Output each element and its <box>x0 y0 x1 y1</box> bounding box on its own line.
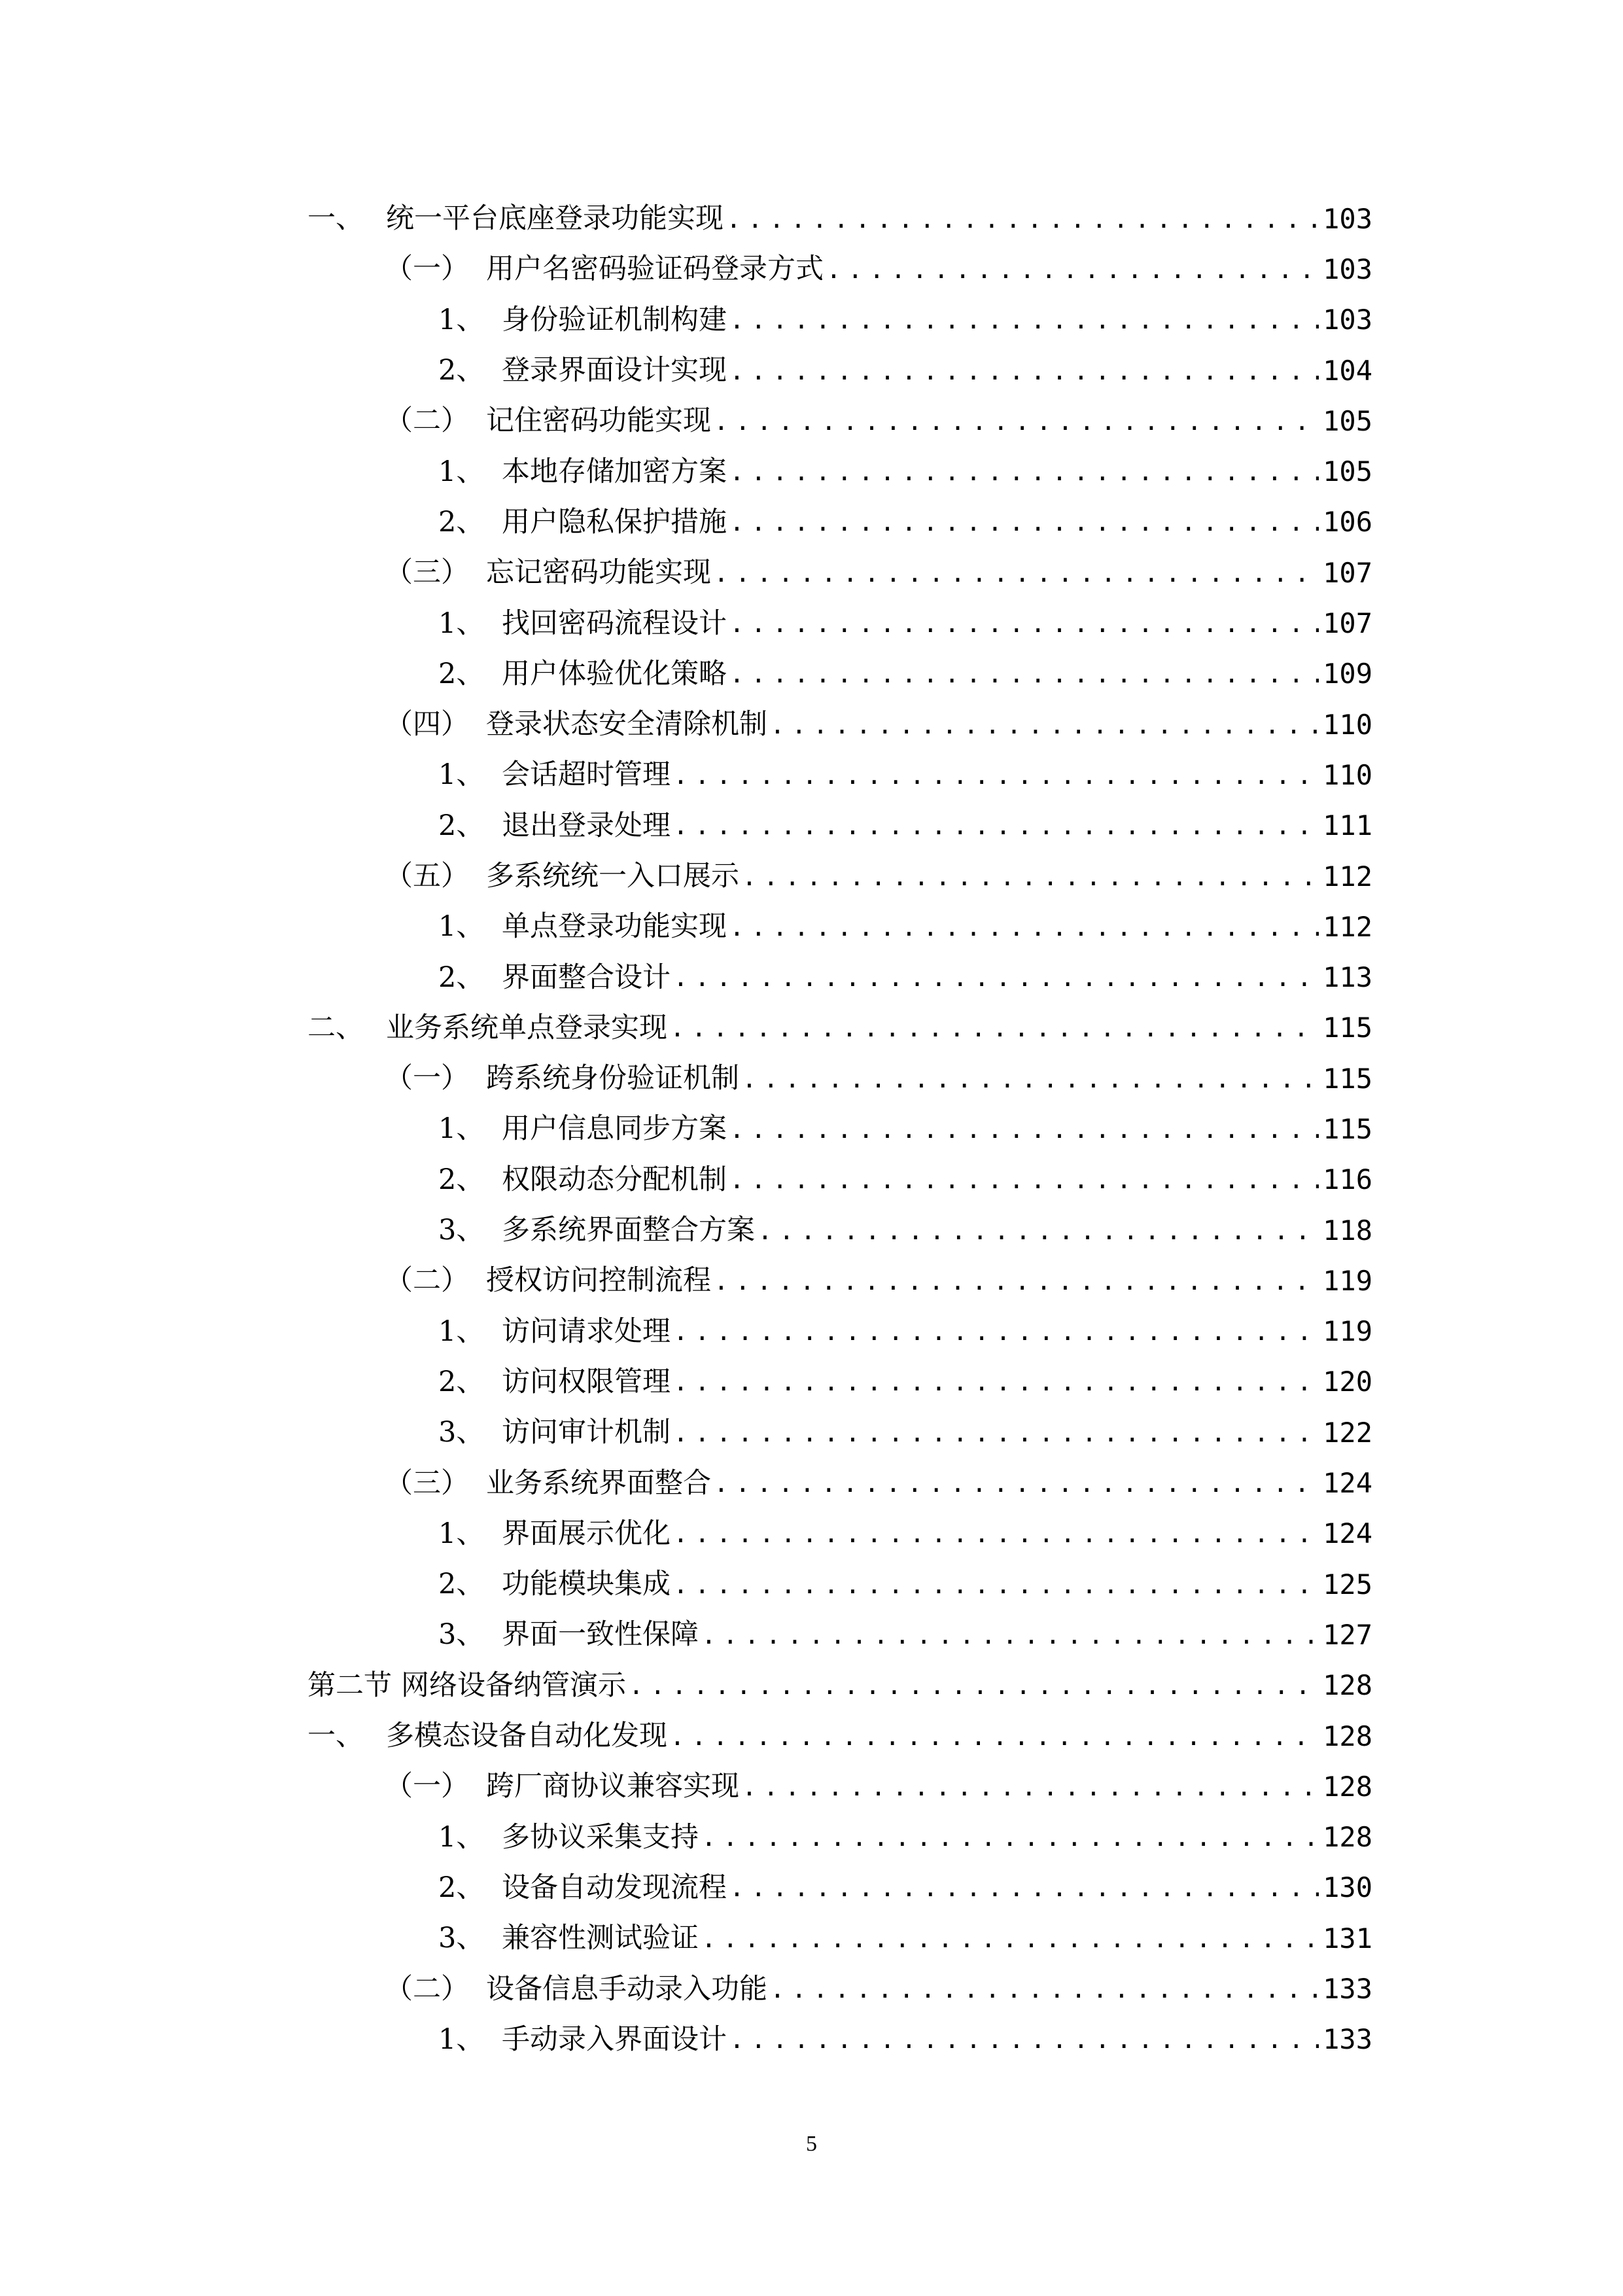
toc-dot-leader <box>673 1319 1319 1344</box>
toc-entry-title: 统一平台底座登录功能实现 <box>386 202 724 236</box>
toc-entry-number: 1、 <box>438 758 485 792</box>
toc-entry-page: 119 <box>1323 1264 1372 1297</box>
toc-entry-number: （一） <box>385 1062 469 1095</box>
toc-dot-leader <box>758 1218 1319 1243</box>
toc-entry-number: 2、 <box>438 1365 485 1398</box>
toc-entry-title: 登录状态安全清除机制 <box>486 708 767 741</box>
toc-entry-title: 找回密码流程设计 <box>502 607 727 640</box>
toc-entry-page: 116 <box>1323 1163 1372 1196</box>
toc-entry-number: 2、 <box>438 961 485 994</box>
toc-entry[interactable] <box>307 1863 1372 1913</box>
toc-entry[interactable] <box>307 699 1372 750</box>
toc-entry-number: （二） <box>385 1264 469 1298</box>
toc-entry[interactable] <box>307 1761 1372 1812</box>
toc-entry-number: 1、 <box>438 1112 485 1146</box>
toc-entry-page: 115 <box>1323 1062 1372 1095</box>
toc-entry[interactable] <box>307 244 1372 294</box>
toc-entry-number: 2、 <box>438 809 485 842</box>
toc-entry-page: 104 <box>1323 354 1372 387</box>
toc-dot-leader <box>673 1421 1319 1445</box>
toc-entry[interactable] <box>307 1559 1372 1610</box>
toc-entry-page: 131 <box>1323 1922 1372 1954</box>
toc-entry-page: 113 <box>1323 961 1372 994</box>
page-number-footer: 5 <box>806 2132 817 2156</box>
toc-entry-page: 110 <box>1323 758 1372 791</box>
toc-dot-leader <box>673 1369 1319 1394</box>
toc-entry-title: 访问权限管理 <box>502 1365 671 1398</box>
toc-entry-title: 业务系统单点登录实现 <box>386 1011 667 1044</box>
toc-entry[interactable] <box>307 194 1372 244</box>
toc-entry-number: 2、 <box>438 657 485 690</box>
toc-entry[interactable] <box>307 1661 1372 1711</box>
toc-entry[interactable] <box>307 446 1372 497</box>
toc-entry-title: 用户信息同步方案 <box>502 1112 727 1146</box>
toc-entry[interactable] <box>307 1964 1372 2014</box>
toc-dot-leader <box>726 207 1319 232</box>
toc-entry[interactable] <box>307 1003 1372 1053</box>
toc-entry-page: 133 <box>1323 1973 1372 2005</box>
toc-entry-title: 业务系统界面整合 <box>486 1466 711 1500</box>
toc-dot-leader <box>629 1673 1319 1698</box>
toc-entry-number: 一、 <box>307 1720 364 1753</box>
toc-entry-title: 会话超时管理 <box>502 758 671 792</box>
toc-dot-leader <box>673 1521 1319 1546</box>
toc-entry-title: 访问审计机制 <box>502 1416 671 1449</box>
toc-entry-page: 124 <box>1323 1467 1372 1500</box>
toc-entry[interactable] <box>307 1307 1372 1357</box>
toc-entry-number: 2、 <box>438 1163 485 1196</box>
toc-entry[interactable] <box>307 1104 1372 1154</box>
toc-entry-number: 1、 <box>438 1315 485 1348</box>
toc-entry[interactable] <box>307 851 1372 902</box>
toc-dot-leader <box>714 1471 1319 1496</box>
toc-entry-page: 109 <box>1323 658 1372 690</box>
toc-entry-title: 身份验证机制构建 <box>502 303 727 336</box>
toc-dot-leader <box>701 1926 1319 1951</box>
toc-entry-title: 跨系统身份验证机制 <box>486 1062 739 1095</box>
toc-entry[interactable] <box>307 345 1372 396</box>
toc-entry-title: 用户隐私保护措施 <box>502 505 727 539</box>
toc-entry-title: 本地存储加密方案 <box>502 455 727 488</box>
toc-dot-leader <box>673 763 1319 788</box>
toc-entry-number: （四） <box>385 708 469 741</box>
toc-entry-title: 界面展示优化 <box>502 1517 671 1550</box>
toc-entry-page: 124 <box>1323 1517 1372 1550</box>
toc-entry[interactable] <box>307 1458 1372 1508</box>
toc-entry-number: 1、 <box>438 1820 485 1854</box>
toc-entry[interactable] <box>307 598 1372 648</box>
toc-dot-leader <box>673 965 1319 990</box>
toc-dot-leader <box>729 915 1319 940</box>
toc-entry-title: 设备自动发现流程 <box>502 1871 727 1904</box>
toc-entry-page: 125 <box>1323 1568 1372 1600</box>
toc-entry-page: 128 <box>1323 1669 1372 1702</box>
toc-entry[interactable] <box>307 1509 1372 1559</box>
toc-dot-leader <box>729 359 1319 383</box>
toc-entry-number: （一） <box>385 1770 469 1803</box>
toc-dot-leader <box>729 2027 1319 2052</box>
toc-dot-leader <box>714 409 1319 434</box>
toc-entry-page: 119 <box>1323 1315 1372 1348</box>
toc-dot-leader <box>742 1067 1319 1091</box>
toc-entry-number: 1、 <box>438 607 485 640</box>
toc-dot-leader <box>742 864 1319 889</box>
toc-entry-page: 103 <box>1323 253 1372 285</box>
toc-dot-leader <box>729 308 1319 332</box>
toc-entry-page: 112 <box>1323 860 1372 892</box>
toc-dot-leader <box>770 1977 1319 2002</box>
toc-entry-title: 退出登录处理 <box>502 809 671 842</box>
toc-entry-title: 多系统界面整合方案 <box>502 1214 755 1247</box>
toc-entry-number: 2、 <box>438 1871 485 1904</box>
toc-dot-leader <box>729 459 1319 484</box>
toc-entry-page: 105 <box>1323 404 1372 437</box>
toc-entry[interactable] <box>307 1812 1372 1863</box>
toc-dot-leader <box>742 1775 1319 1799</box>
toc-entry-page: 103 <box>1323 304 1372 336</box>
toc-entry-number: （五） <box>385 860 469 892</box>
toc-dot-leader <box>670 1016 1319 1040</box>
toc-entry-title: 多协议采集支持 <box>502 1820 699 1854</box>
toc-entry-title: 用户名密码验证码登录方式 <box>486 253 824 286</box>
toc-entry[interactable] <box>307 1205 1372 1256</box>
toc-entry-page: 107 <box>1323 556 1372 589</box>
toc-entry-number: 3、 <box>438 1922 485 1955</box>
toc-entry-number: （三） <box>385 556 469 590</box>
toc-entry-page: 115 <box>1323 1112 1372 1145</box>
toc-entry-page: 133 <box>1323 2023 1372 2056</box>
toc-entry-number: 2、 <box>438 1568 485 1601</box>
toc-entry-number: 3、 <box>438 1618 485 1651</box>
toc-entry-page: 103 <box>1323 202 1372 235</box>
toc-entry[interactable] <box>307 1053 1372 1104</box>
toc-entry-title: 功能模块集成 <box>502 1568 671 1601</box>
toc-entry[interactable] <box>307 1610 1372 1660</box>
toc-entry-number: 二、 <box>307 1011 364 1044</box>
toc-entry-number: （一） <box>385 253 469 286</box>
toc-entry-number: （二） <box>385 1972 469 2005</box>
toc-entry-page: 128 <box>1323 1720 1372 1752</box>
toc-entry[interactable] <box>307 548 1372 598</box>
toc-entry[interactable] <box>307 1913 1372 1964</box>
toc-dot-leader <box>729 1875 1319 1900</box>
toc-entry-title: 权限动态分配机制 <box>502 1163 727 1196</box>
toc-entry-title: 记住密码功能实现 <box>486 404 711 438</box>
toc-dot-leader <box>673 813 1319 838</box>
toc-dot-leader <box>729 662 1319 686</box>
toc-entry-page: 115 <box>1323 1012 1372 1044</box>
toc-entry-page: 130 <box>1323 1871 1372 1904</box>
toc-dot-leader <box>714 561 1319 586</box>
toc-entry-page: 112 <box>1323 910 1372 943</box>
toc-entry-page: 105 <box>1323 455 1372 488</box>
toc-entry-number: 3、 <box>438 1214 485 1247</box>
toc-entry-number: 一、 <box>307 202 364 236</box>
toc-entry-title: 界面一致性保障 <box>502 1618 699 1651</box>
toc-entry-title: 兼容性测试验证 <box>502 1922 699 1955</box>
toc-entry-number: 1、 <box>438 910 485 944</box>
toc-entry-number: 1、 <box>438 455 485 488</box>
toc-entry-number: 1、 <box>438 303 485 336</box>
toc-entry-number: 1、 <box>438 1517 485 1550</box>
toc-dot-leader <box>729 1117 1319 1142</box>
toc-entry-title: 忘记密码功能实现 <box>486 556 711 590</box>
toc-entry-title: 访问请求处理 <box>502 1315 671 1348</box>
toc-entry[interactable] <box>307 295 1372 345</box>
toc-entry-page: 110 <box>1323 708 1372 741</box>
toc-entry-title: 单点登录功能实现 <box>502 910 727 944</box>
toc-entry-title: 多系统统一入口展示 <box>486 860 739 892</box>
toc-entry-page: 107 <box>1323 607 1372 640</box>
toc-entry-title: 用户体验优化策略 <box>502 657 727 690</box>
toc-dot-leader <box>701 1623 1319 1648</box>
toc-entry-title: 设备信息手动录入功能 <box>486 1972 767 2005</box>
toc-entry-title: 多模态设备自动化发现 <box>386 1720 667 1753</box>
toc-entry-page: 118 <box>1323 1214 1372 1246</box>
toc-dot-leader <box>826 257 1319 282</box>
toc-entry[interactable] <box>307 649 1372 699</box>
toc-entry[interactable] <box>307 801 1372 851</box>
toc-entry[interactable] <box>307 2015 1372 2065</box>
toc-entry[interactable] <box>307 1256 1372 1306</box>
toc-entry-title: 授权访问控制流程 <box>486 1264 711 1298</box>
toc-entry[interactable] <box>307 1711 1372 1761</box>
toc-entry-number: （二） <box>385 404 469 438</box>
toc-entry-title: 登录界面设计实现 <box>502 354 727 387</box>
table-of-contents <box>307 194 1372 2065</box>
toc-entry-title: 网络设备纳管演示 <box>401 1669 626 1702</box>
toc-dot-leader <box>670 1724 1319 1749</box>
toc-entry-title: 手动录入界面设计 <box>502 2022 727 2056</box>
toc-entry-number: 2、 <box>438 354 485 387</box>
toc-entry-number: 3、 <box>438 1416 485 1449</box>
toc-entry-page: 128 <box>1323 1770 1372 1803</box>
toc-entry-page: 128 <box>1323 1821 1372 1854</box>
toc-entry[interactable] <box>307 1155 1372 1205</box>
toc-entry[interactable] <box>307 902 1372 952</box>
toc-entry-title: 界面整合设计 <box>502 961 671 994</box>
toc-dot-leader <box>714 1269 1319 1294</box>
toc-entry-number: 2、 <box>438 505 485 539</box>
toc-entry[interactable] <box>307 1357 1372 1407</box>
toc-dot-leader <box>701 1825 1319 1850</box>
toc-dot-leader <box>729 611 1319 636</box>
toc-dot-leader <box>673 1572 1319 1597</box>
toc-entry-page: 111 <box>1323 809 1372 842</box>
toc-entry-number: 第二节 <box>307 1669 392 1702</box>
toc-entry-page: 120 <box>1323 1366 1372 1398</box>
toc-entry[interactable] <box>307 952 1372 1002</box>
toc-dot-leader <box>729 510 1319 535</box>
toc-entry[interactable] <box>307 750 1372 800</box>
toc-entry[interactable] <box>307 497 1372 548</box>
toc-entry-page: 122 <box>1323 1416 1372 1449</box>
toc-entry-page: 127 <box>1323 1618 1372 1651</box>
toc-dot-leader <box>770 713 1319 737</box>
toc-entry-number: 1、 <box>438 2022 485 2056</box>
toc-entry-title: 跨厂商协议兼容实现 <box>486 1770 739 1803</box>
toc-entry[interactable] <box>307 396 1372 446</box>
toc-entry-number: （三） <box>385 1466 469 1500</box>
toc-dot-leader <box>729 1167 1319 1192</box>
toc-entry-page: 106 <box>1323 506 1372 539</box>
toc-entry[interactable] <box>307 1407 1372 1458</box>
